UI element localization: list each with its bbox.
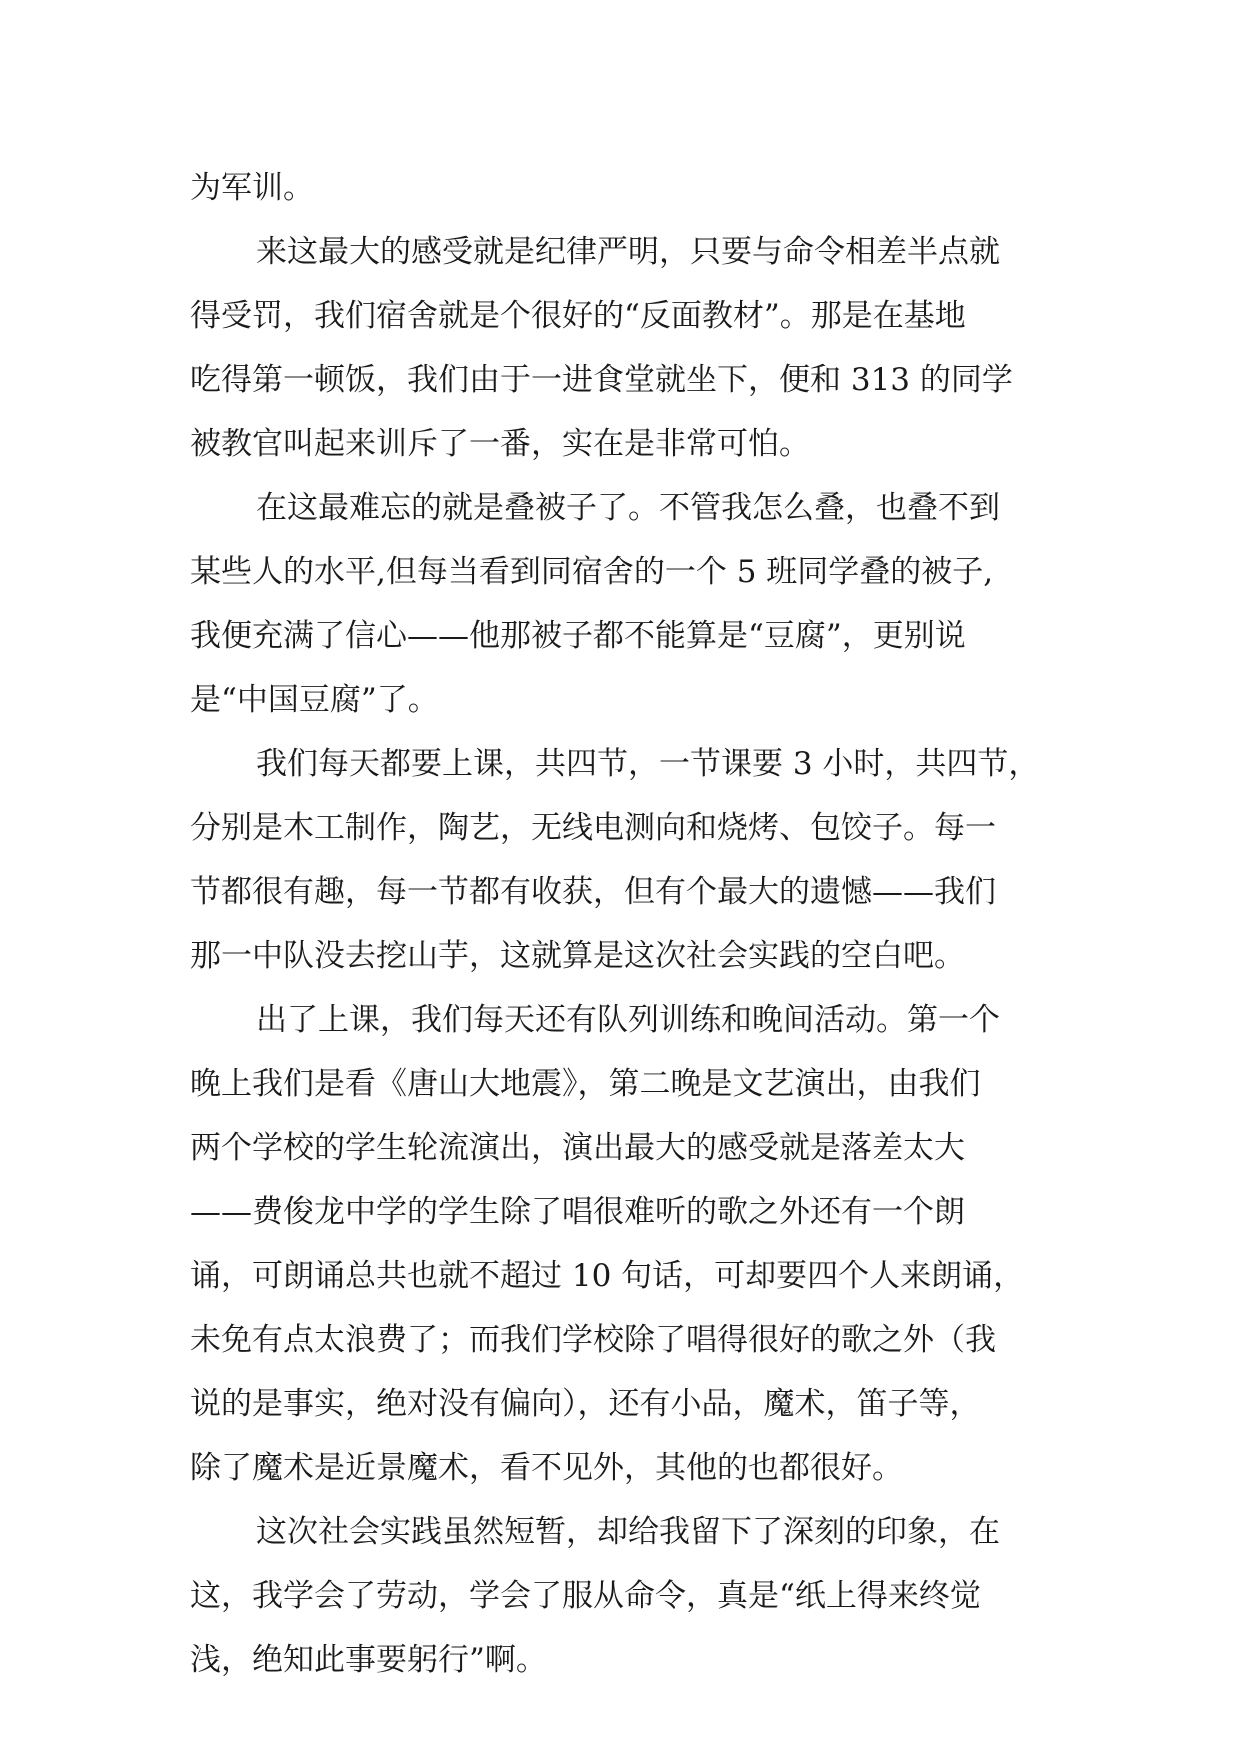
text-line: 为军训。 [190,170,314,206]
text-line: 是“中国豆腐”了。 [190,682,439,718]
text-line: 某些人的水平,但每当看到同宿舍的一个 5 班同学叠的被子, [190,554,994,590]
text-line: 未免有点太浪费了；而我们学校除了唱得很好的歌之外（我 [190,1322,996,1358]
text-line: 来这最大的感受就是纪律严明，只要与命令相差半点就 [256,234,1000,270]
text-line: 两个学校的学生轮流演出，演出最大的感受就是落差太大 [190,1130,965,1166]
text-line: 诵，可朗诵总共也就不超过 10 句话，可却要四个人来朗诵， [190,1258,1025,1294]
document-body [190,156,1050,1692]
text-line: 我们每天都要上课，共四节，一节课要 3 小时，共四节， [256,746,1040,782]
text-line: 得受罚，我们宿舍就是个很好的“反面教材”。那是在基地 [190,298,966,334]
text-line: 除了魔术是近景魔术，看不见外，其他的也都很好。 [190,1450,903,1486]
text-line: 那一中队没去挖山芋，这就算是这次社会实践的空白吧。 [190,938,965,974]
text-line: 在这最难忘的就是叠被子了。不管我怎么叠，也叠不到 [256,490,1000,526]
text-line: 节都很有趣，每一节都有收获，但有个最大的遗憾——我们 [190,874,996,910]
text-line: 我便充满了信心——他那被子都不能算是“豆腐”，更别说 [190,618,966,654]
text-line: 被教官叫起来训斥了一番，实在是非常可怕。 [190,426,810,462]
text-line: 浅，绝知此事要躬行”啊。 [190,1642,547,1678]
text-line: 分别是木工制作，陶艺，无线电测向和烧烤、包饺子。每一 [190,810,996,846]
text-line: 这次社会实践虽然短暂，却给我留下了深刻的印象，在 [256,1514,1000,1550]
text-line: 这，我学会了劳动，学会了服从命令，真是“纸上得来终觉 [190,1578,981,1614]
text-line: ——费俊龙中学的学生除了唱很难听的歌之外还有一个朗 [190,1194,965,1230]
text-line: 出了上课，我们每天还有队列训练和晚间活动。第一个 [256,1002,1000,1038]
text-line: 晚上我们是看《唐山大地震》，第二晚是文艺演出，由我们 [190,1066,981,1102]
text-line: 吃得第一顿饭，我们由于一进食堂就坐下，便和 313 的同学 [190,362,1013,398]
text-line: 说的是事实，绝对没有偏向），还有小品，魔术，笛子等， [190,1386,981,1422]
